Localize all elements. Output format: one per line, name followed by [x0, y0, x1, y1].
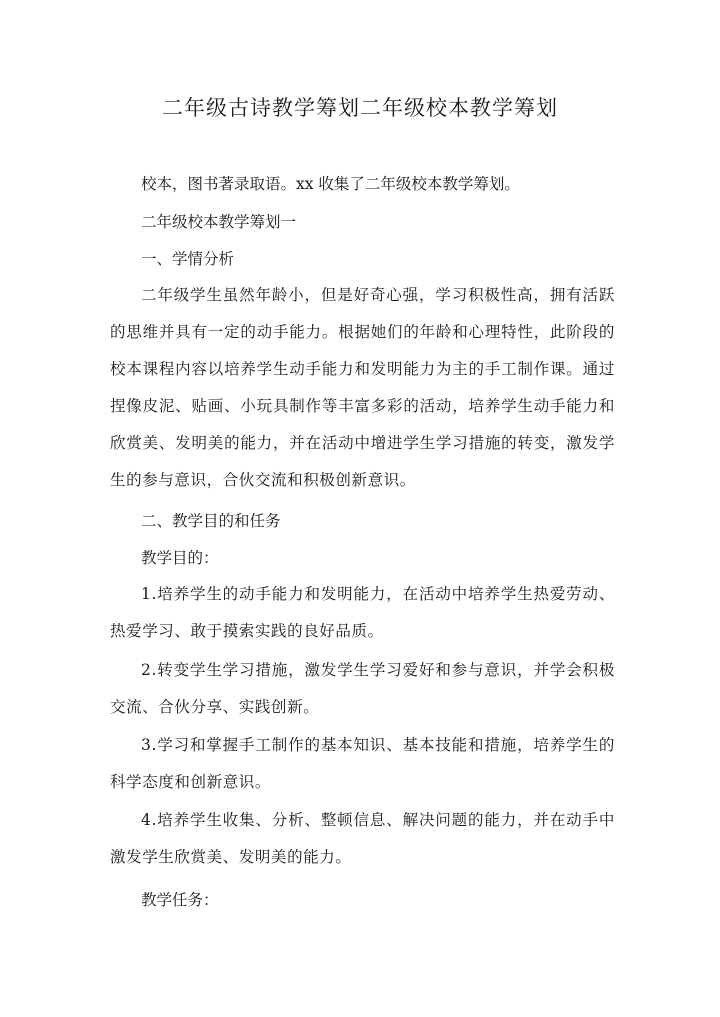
tasks-label: 教学任务： — [141, 891, 219, 909]
goal-item-4: 4.培养学生收集、分析、整顿信息、解决问题的能力，并在动手中激发学生欣赏美、发明美的能力。 — [110, 811, 615, 866]
section-heading: 二年级校本教学筹划一 — [141, 213, 297, 231]
paragraph-learning-analysis: 二年级学生虽然年龄小，但是好奇心强，学习积极性高，拥有活跃的思维并具有一定的动手能力。根据她们的年龄和心理特性，此阶段的校本课程内容以培养学生动手能力和发明能力为主的手工制作课。通过捏像皮泥、贴画、小玩具制作等丰富多彩的活动，培养学生动手能力和欣赏美、发明美的能力，并在活动中增进学生学习措施的转变，激发学生的参与意识，合伙交流和积极创新意识。 — [110, 286, 615, 489]
document-title: 二年级古诗教学筹划二年级校本教学筹划 — [162, 96, 558, 120]
goal-item-2: 2.转变学生学习措施，激发学生学习爱好和参与意识，并学会积极交流、合伙分享、实践创新。 — [110, 661, 615, 716]
goals-label: 教学目的： — [141, 549, 219, 567]
goal-item-1: 1.培养学生的动手能力和发明能力，在活动中培养学生热爱劳动、热爱学习、敢于摸索实践的良好品质。 — [110, 585, 615, 640]
goal-item-3: 3.学习和掌握手工制作的基本知识、基本技能和措施，培养学生的科学态度和创新意识。 — [110, 736, 615, 791]
heading-goals-tasks: 二、教学目的和任务 — [141, 512, 281, 530]
intro-paragraph: 校本，图书著录取语。xx 收集了二年级校本教学筹划。 — [141, 175, 520, 193]
heading-learning-analysis: 一、学情分析 — [141, 250, 235, 268]
